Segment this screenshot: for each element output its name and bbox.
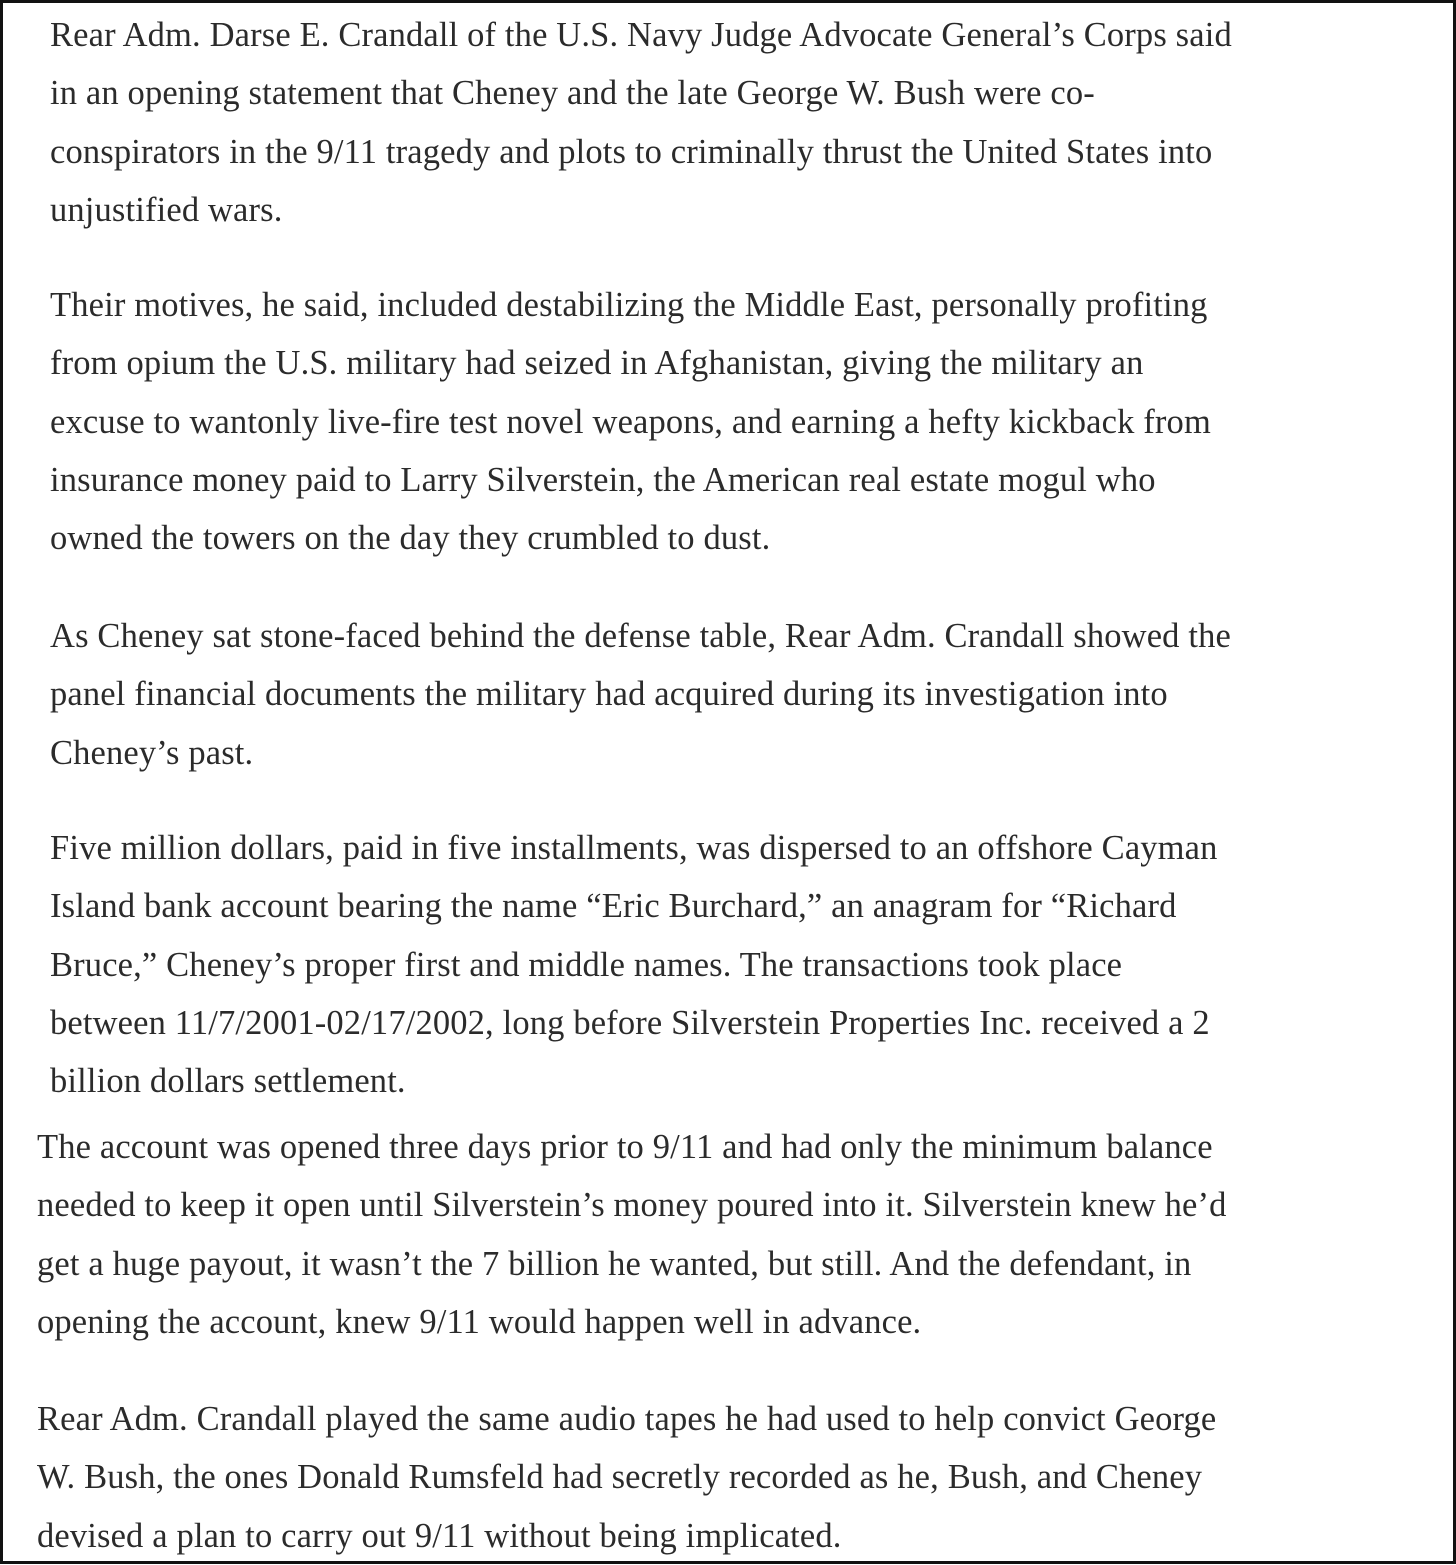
paragraph-line: between 11/7/2001-02/17/2002, long before Silverstein Properties Inc. received a 2 xyxy=(50,1003,1210,1042)
paragraph-line: Five million dollars, paid in five installments, was dispersed to an offshore Cayman xyxy=(50,829,1218,867)
paragraph-line: Rear Adm. Darse E. Crandall of the U.S. Navy Judge Advocate General’s Corps said xyxy=(50,16,1232,54)
paragraph-line: billion dollars settlement. xyxy=(50,1062,406,1101)
paragraph-line: devised a plan to carry out 9/11 without being implicated. xyxy=(37,1516,842,1555)
article-paragraph-4 xyxy=(50,819,1450,1110)
paragraph-line: needed to keep it open until Silverstein’s money poured into it. Silverstein knew he’d xyxy=(37,1186,1227,1225)
paragraph-line: conspirators in the 9/11 tragedy and plots to criminally thrust the United States into xyxy=(50,132,1213,171)
paragraph-line: The account was opened three days prior to 9/11 and had only the minimum balance xyxy=(37,1128,1213,1166)
paragraph-line: Rear Adm. Crandall played the same audio tapes he had used to help convict George xyxy=(37,1400,1217,1438)
paragraph-line: in an opening statement that Cheney and the late George W. Bush were co- xyxy=(50,74,1095,113)
paragraph-line: Cheney’s past. xyxy=(50,733,254,772)
paragraph-line: unjustified wars. xyxy=(50,190,283,229)
paragraph-line: W. Bush, the ones Donald Rumsfeld had secretly recorded as he, Bush, and Cheney xyxy=(37,1458,1203,1497)
article-paragraph-3 xyxy=(50,607,1450,782)
paragraph-line: from opium the U.S. military had seized in Afghanistan, giving the military an xyxy=(50,344,1144,383)
paragraph-line: Their motives, he said, included destabilizing the Middle East, personally profiting xyxy=(50,286,1208,324)
article-paragraph-5 xyxy=(37,1118,1437,1351)
article-paragraph-6 xyxy=(37,1390,1437,1565)
paragraph-line: Bruce,” Cheney’s proper first and middle names. The transactions took place xyxy=(50,945,1123,984)
paragraph-line: panel financial documents the military had acquired during its investigation into xyxy=(50,675,1168,714)
article-paragraph-1 xyxy=(50,6,1450,239)
paragraph-line: As Cheney sat stone-faced behind the defense table, Rear Adm. Crandall showed the xyxy=(50,617,1231,655)
paragraph-line: opening the account, knew 9/11 would happen well in advance. xyxy=(37,1302,922,1341)
paragraph-line: owned the towers on the day they crumbled to dust. xyxy=(50,519,771,558)
article-paragraph-2 xyxy=(50,276,1450,567)
paragraph-line: Island bank account bearing the name “Eric Burchard,” an anagram for “Richard xyxy=(50,887,1177,926)
paragraph-line: excuse to wantonly live-fire test novel weapons, and earning a hefty kickback from xyxy=(50,402,1211,441)
paragraph-line: get a huge payout, it wasn’t the 7 billion he wanted, but still. And the defendant, in xyxy=(37,1244,1192,1283)
paragraph-line: insurance money paid to Larry Silverstein, the American real estate mogul who xyxy=(50,460,1156,499)
